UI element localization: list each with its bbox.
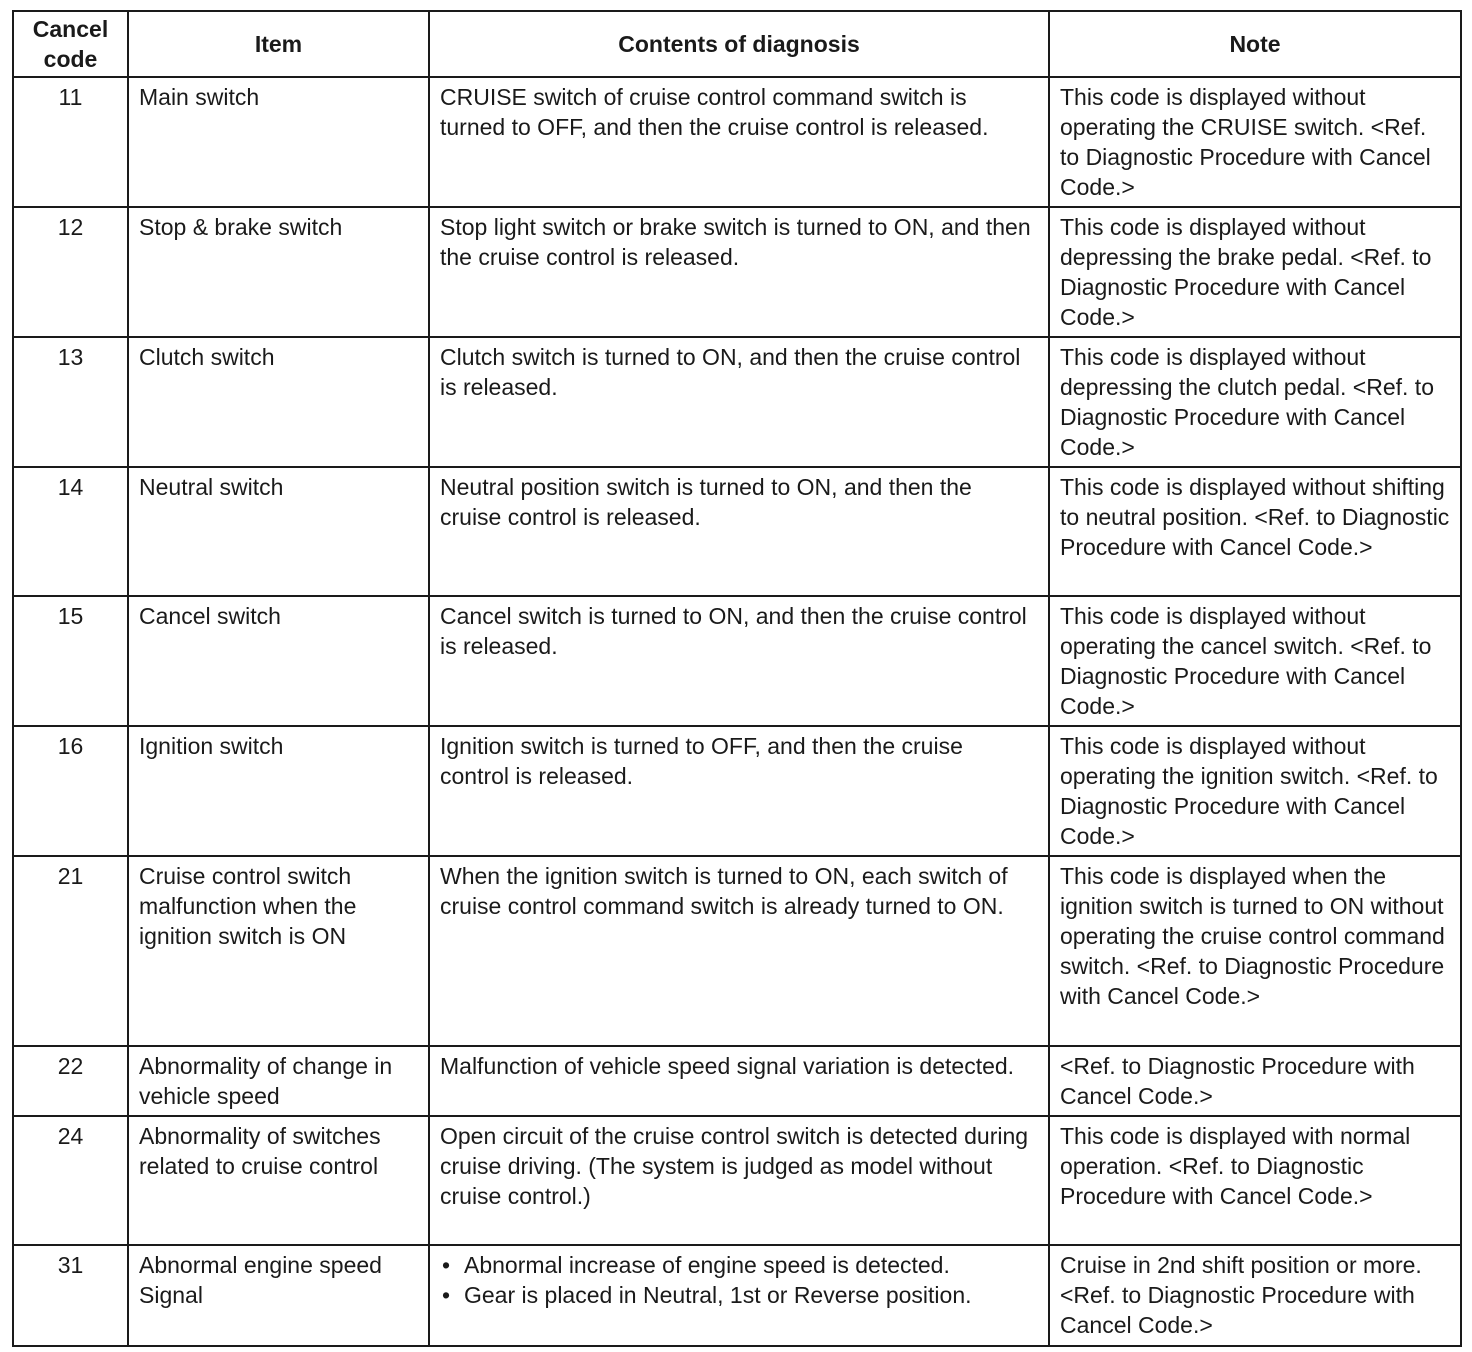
- note-cell: This code is displayed without operating the CRUISE switch. <Ref. to Diagnostic Procedure with Cancel Code.>: [1049, 77, 1461, 207]
- note-cell: This code is displayed without operating the cancel switch. <Ref. to Diagnostic Procedure with Cancel Code.>: [1049, 596, 1461, 726]
- table-row: [13, 1245, 1461, 1346]
- cancel-code: 21: [13, 856, 128, 1046]
- item-cell: Cruise control switch malfunction when the ignition switch is ON: [128, 856, 429, 1046]
- table-row: [13, 77, 1461, 207]
- table-row: [13, 726, 1461, 856]
- contents-cell: Cancel switch is turned to ON, and then the cruise control is released.: [429, 596, 1049, 726]
- cancel-code: 24: [13, 1116, 128, 1245]
- contents-cell: [429, 1245, 1049, 1346]
- note-cell: [1049, 1245, 1461, 1346]
- item-cell: Cancel switch: [128, 596, 429, 726]
- list-item: • Gear is placed in Neutral, 1st or Reverse position.: [440, 1280, 1038, 1310]
- cancel-code: 16: [13, 726, 128, 856]
- contents-cell: Open circuit of the cruise control switch is detected during cruise driving. (The system is judged as model without cruise control.): [429, 1116, 1049, 1245]
- cancel-code: 14: [13, 467, 128, 596]
- cancel-code-table: [12, 10, 1462, 1347]
- contents-cell: Ignition switch is turned to OFF, and then the cruise control is released.: [429, 726, 1049, 856]
- contents-cell: Clutch switch is turned to ON, and then the cruise control is released.: [429, 337, 1049, 467]
- header-item: Item: [128, 11, 429, 77]
- note-line: Cruise in 2nd shift position or more.: [1060, 1252, 1422, 1278]
- item-cell: Stop & brake switch: [128, 207, 429, 337]
- contents-cell: When the ignition switch is turned to ON, each switch of cruise control command switch is already turned to ON.: [429, 856, 1049, 1046]
- table-row: [13, 467, 1461, 596]
- item-cell: Abnormality of change in vehicle speed: [128, 1046, 429, 1116]
- cancel-code: 15: [13, 596, 128, 726]
- cancel-code: 11: [13, 77, 128, 207]
- table-row: [13, 1046, 1461, 1116]
- table-header-row: [13, 11, 1461, 77]
- item-cell: Main switch: [128, 77, 429, 207]
- header-contents: Contents of diagnosis: [429, 11, 1049, 77]
- note-cell: This code is displayed without shifting to neutral position. <Ref. to Diagnostic Procedure with Cancel Code.>: [1049, 467, 1461, 596]
- list-item: • Abnormal increase of engine speed is detected.: [440, 1250, 1038, 1280]
- item-cell: Clutch switch: [128, 337, 429, 467]
- contents-cell: Neutral position switch is turned to ON, and then the cruise control is released.: [429, 467, 1049, 596]
- contents-cell: Stop light switch or brake switch is turned to ON, and then the cruise control is released.: [429, 207, 1049, 337]
- item-cell: Abnormality of switches related to cruise control: [128, 1116, 429, 1245]
- table-row: [13, 596, 1461, 726]
- item-cell: Neutral switch: [128, 467, 429, 596]
- cancel-code: 12: [13, 207, 128, 337]
- contents-bullet-list: [440, 1250, 1038, 1310]
- table-row: [13, 207, 1461, 337]
- header-note: Note: [1049, 11, 1461, 77]
- note-cell: This code is displayed without depressing the brake pedal. <Ref. to Diagnostic Procedure with Cancel Code.>: [1049, 207, 1461, 337]
- contents-cell: CRUISE switch of cruise control command switch is turned to OFF, and then the cruise control is released.: [429, 77, 1049, 207]
- note-reference: <Ref. to Diagnostic Procedure with Cancel Code.>: [1060, 1282, 1415, 1338]
- note-cell: This code is displayed when the ignition switch is turned to ON without operating the cruise control command switch. <Ref. to Diagnostic Procedure with Cancel Code.>: [1049, 856, 1461, 1046]
- item-cell: Ignition switch: [128, 726, 429, 856]
- note-cell: This code is displayed without depressing the clutch pedal. <Ref. to Diagnostic Procedure with Cancel Code.>: [1049, 337, 1461, 467]
- header-cancel-code: Cancel code: [13, 11, 128, 77]
- contents-cell: Malfunction of vehicle speed signal variation is detected.: [429, 1046, 1049, 1116]
- note-cell: This code is displayed with normal operation. <Ref. to Diagnostic Procedure with Cancel Code.>: [1049, 1116, 1461, 1245]
- note-cell: This code is displayed without operating the ignition switch. <Ref. to Diagnostic Procedure with Cancel Code.>: [1049, 726, 1461, 856]
- table-row: [13, 1116, 1461, 1245]
- table-row: [13, 856, 1461, 1046]
- item-cell: Abnormal engine speed Signal: [128, 1245, 429, 1346]
- cancel-code: 31: [13, 1245, 128, 1346]
- table-row: [13, 337, 1461, 467]
- note-cell: <Ref. to Diagnostic Procedure with Cancel Code.>: [1049, 1046, 1461, 1116]
- cancel-code: 13: [13, 337, 128, 467]
- cancel-code: 22: [13, 1046, 128, 1116]
